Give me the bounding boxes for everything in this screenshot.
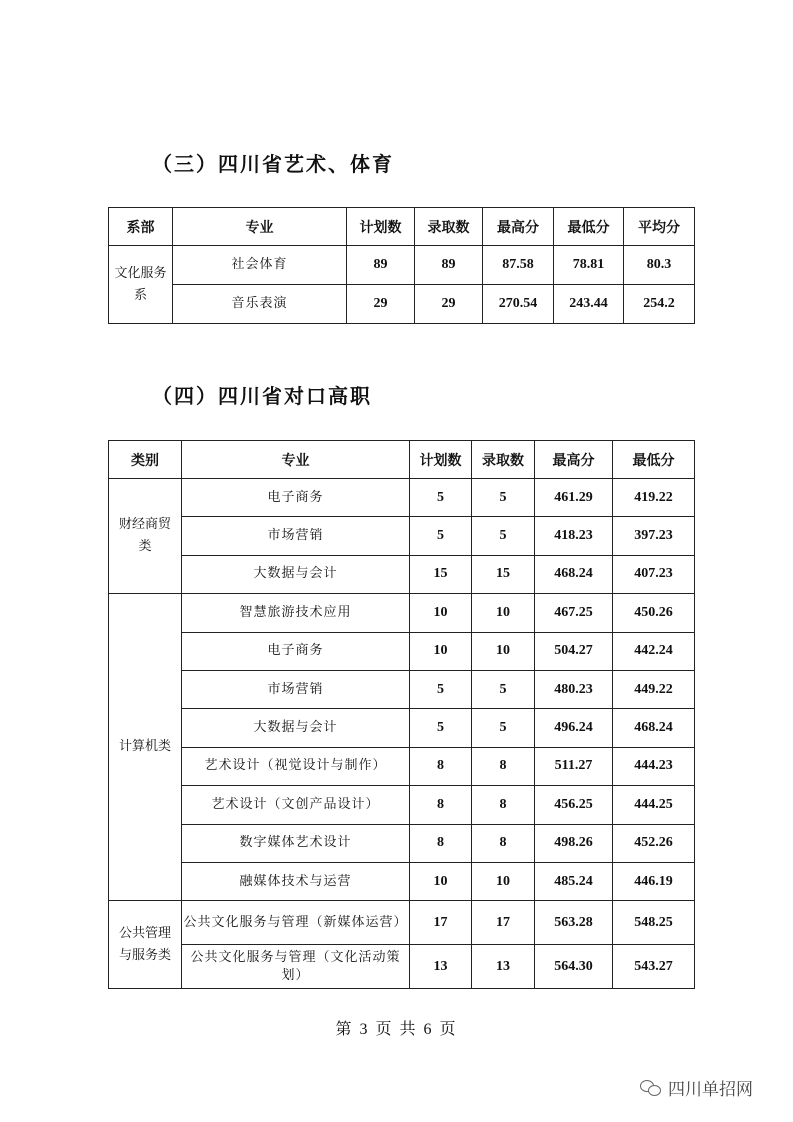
min-score-cell: 407.23 <box>613 555 695 593</box>
admitted-cell: 5 <box>472 517 535 555</box>
header-dept: 系部 <box>109 208 173 246</box>
min-score-cell: 397.23 <box>613 517 695 555</box>
min-score-cell: 468.24 <box>613 709 695 747</box>
min-score-cell: 419.22 <box>613 479 695 517</box>
header-category: 类别 <box>109 441 182 479</box>
header-major: 专业 <box>182 441 410 479</box>
admitted-cell: 17 <box>472 901 535 945</box>
group-cell: 公共管理与服务类 <box>109 901 182 989</box>
min-score-cell: 444.25 <box>613 786 695 824</box>
header-max-score: 最高分 <box>535 441 613 479</box>
plan-cell: 29 <box>347 285 415 324</box>
min-score-cell: 543.27 <box>613 945 695 989</box>
max-score-cell: 418.23 <box>535 517 613 555</box>
header-max-score: 最高分 <box>483 208 554 246</box>
max-score-cell: 480.23 <box>535 670 613 708</box>
admitted-cell: 10 <box>472 632 535 670</box>
major-cell: 电子商务 <box>182 632 410 670</box>
admitted-cell: 10 <box>472 862 535 900</box>
table-row <box>109 479 695 517</box>
plan-cell: 89 <box>347 246 415 285</box>
major-cell: 艺术设计（视觉设计与制作） <box>182 747 410 785</box>
min-score-cell: 446.19 <box>613 862 695 900</box>
max-score-cell: 564.30 <box>535 945 613 989</box>
section-title-vocational: （四）四川省对口高职 <box>152 384 372 408</box>
major-cell: 融媒体技术与运营 <box>182 862 410 900</box>
major-cell: 数字媒体艺术设计 <box>182 824 410 862</box>
max-score-cell: 498.26 <box>535 824 613 862</box>
header-min-score: 最低分 <box>554 208 624 246</box>
group-cell: 财经商贸类 <box>109 479 182 594</box>
plan-cell: 8 <box>410 747 472 785</box>
header-plan: 计划数 <box>410 441 472 479</box>
max-score-cell: 563.28 <box>535 901 613 945</box>
max-score-cell: 504.27 <box>535 632 613 670</box>
header-admitted: 录取数 <box>472 441 535 479</box>
admitted-cell: 15 <box>472 555 535 593</box>
group-cell: 文化服务系 <box>109 246 173 324</box>
table-row <box>109 824 695 862</box>
admitted-cell: 89 <box>415 246 483 285</box>
plan-cell: 15 <box>410 555 472 593</box>
header-major: 专业 <box>173 208 347 246</box>
table-row <box>109 945 695 989</box>
table-row <box>109 670 695 708</box>
vocational-table <box>108 440 695 989</box>
table-row <box>109 901 695 945</box>
table-row <box>109 862 695 900</box>
major-cell: 智慧旅游技术应用 <box>182 594 410 632</box>
watermark <box>640 1075 753 1100</box>
avg-score-cell: 254.2 <box>624 285 695 324</box>
major-cell: 社会体育 <box>173 246 347 285</box>
major-cell: 大数据与会计 <box>182 555 410 593</box>
plan-cell: 5 <box>410 479 472 517</box>
admitted-cell: 8 <box>472 824 535 862</box>
admitted-cell: 5 <box>472 670 535 708</box>
plan-cell: 8 <box>410 786 472 824</box>
min-score-cell: 452.26 <box>613 824 695 862</box>
arts-sports-table <box>108 207 695 324</box>
major-cell: 音乐表演 <box>173 285 347 324</box>
min-score-cell: 444.23 <box>613 747 695 785</box>
admitted-cell: 10 <box>472 594 535 632</box>
table-row <box>109 285 695 324</box>
major-cell: 公共文化服务与管理（新媒体运营） <box>182 901 410 945</box>
wechat-icon <box>640 1080 662 1096</box>
max-score-cell: 87.58 <box>483 246 554 285</box>
plan-cell: 8 <box>410 824 472 862</box>
header-admitted: 录取数 <box>415 208 483 246</box>
admitted-cell: 5 <box>472 479 535 517</box>
table-row <box>109 246 695 285</box>
max-score-cell: 456.25 <box>535 786 613 824</box>
min-score-cell: 442.24 <box>613 632 695 670</box>
plan-cell: 13 <box>410 945 472 989</box>
max-score-cell: 270.54 <box>483 285 554 324</box>
plan-cell: 5 <box>410 670 472 708</box>
admitted-cell: 13 <box>472 945 535 989</box>
table-row <box>109 594 695 632</box>
max-score-cell: 468.24 <box>535 555 613 593</box>
group-cell: 计算机类 <box>109 594 182 901</box>
table-row <box>109 517 695 555</box>
major-cell: 市场营销 <box>182 517 410 555</box>
min-score-cell: 78.81 <box>554 246 624 285</box>
max-score-cell: 496.24 <box>535 709 613 747</box>
major-cell: 电子商务 <box>182 479 410 517</box>
min-score-cell: 548.25 <box>613 901 695 945</box>
major-cell: 公共文化服务与管理（文化活动策划） <box>182 945 410 989</box>
table-header-row <box>109 208 695 246</box>
plan-cell: 5 <box>410 709 472 747</box>
major-cell: 市场营销 <box>182 670 410 708</box>
watermark-text: 四川单招网 <box>668 1080 753 1100</box>
plan-cell: 5 <box>410 517 472 555</box>
min-score-cell: 243.44 <box>554 285 624 324</box>
plan-cell: 10 <box>410 632 472 670</box>
min-score-cell: 450.26 <box>613 594 695 632</box>
table-row <box>109 555 695 593</box>
admitted-cell: 29 <box>415 285 483 324</box>
min-score-cell: 449.22 <box>613 670 695 708</box>
plan-cell: 10 <box>410 862 472 900</box>
max-score-cell: 511.27 <box>535 747 613 785</box>
major-cell: 艺术设计（文创产品设计） <box>182 786 410 824</box>
page-footer: 第 3 页 共 6 页 <box>335 1021 458 1038</box>
max-score-cell: 461.29 <box>535 479 613 517</box>
table-header-row <box>109 441 695 479</box>
header-min-score: 最低分 <box>613 441 695 479</box>
admitted-cell: 8 <box>472 786 535 824</box>
admitted-cell: 8 <box>472 747 535 785</box>
table-row <box>109 709 695 747</box>
plan-cell: 10 <box>410 594 472 632</box>
section-title-arts-sports: （三）四川省艺术、体育 <box>152 152 394 176</box>
header-avg-score: 平均分 <box>624 208 695 246</box>
table-row <box>109 786 695 824</box>
table-row <box>109 747 695 785</box>
max-score-cell: 467.25 <box>535 594 613 632</box>
max-score-cell: 485.24 <box>535 862 613 900</box>
table-row <box>109 632 695 670</box>
admitted-cell: 5 <box>472 709 535 747</box>
plan-cell: 17 <box>410 901 472 945</box>
avg-score-cell: 80.3 <box>624 246 695 285</box>
major-cell: 大数据与会计 <box>182 709 410 747</box>
header-plan: 计划数 <box>347 208 415 246</box>
